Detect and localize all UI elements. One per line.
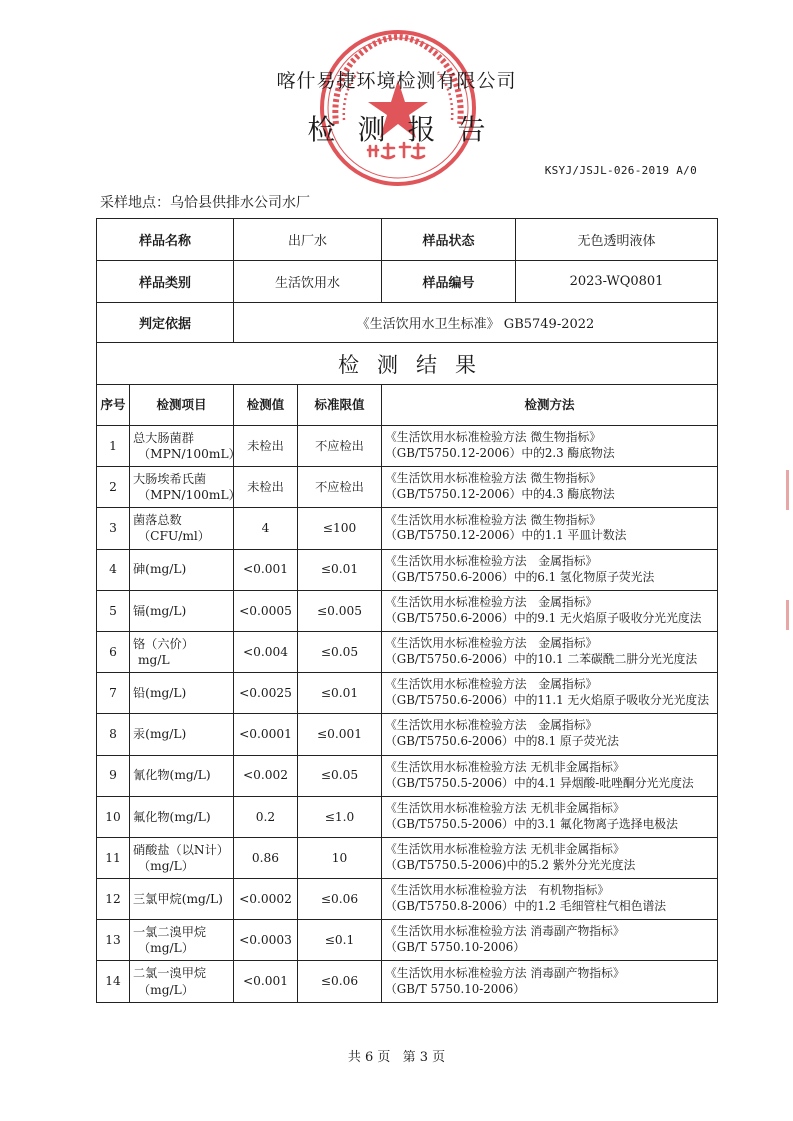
test-item-name: 硝酸盐（以N计）: [133, 842, 229, 857]
test-value: [234, 426, 298, 467]
standard-limit-text: ≤0.005: [316, 603, 363, 618]
test-value: [234, 508, 298, 549]
standard-limit-text: ≤0.01: [320, 562, 359, 577]
test-item-unit: （mg/L）: [138, 982, 194, 997]
test-item: [130, 631, 234, 672]
row-number: [97, 879, 130, 920]
row-number: [97, 467, 130, 508]
method-clause: （GB/T5750.5-2006）中的3.1 氟化物离子选择电极法: [385, 816, 678, 831]
method-standard: 《生活饮用水标准检验方法 有机物指标》: [385, 883, 610, 898]
test-value: [234, 796, 298, 837]
row-number-text: 12: [105, 891, 121, 906]
row-number-text: 8: [109, 727, 117, 742]
row-number: [97, 920, 130, 961]
standard-limit: [298, 879, 382, 920]
basis-label: 判定依据: [97, 303, 234, 343]
standard-limit: [298, 961, 382, 1002]
test-item: [130, 796, 234, 837]
test-item-name: 氰化物(mg/L): [133, 768, 211, 783]
test-value-text: <0.004: [242, 644, 289, 659]
row-number-text: 10: [105, 809, 121, 824]
test-value-text: 0.86: [251, 850, 280, 865]
test-value: [234, 590, 298, 631]
test-item: [130, 426, 241, 467]
test-item-unit: （MPN/100mL）: [138, 488, 241, 503]
test-value-text: <0.002: [242, 768, 289, 783]
table-row: [97, 673, 718, 714]
row-number: [97, 796, 130, 837]
method-standard: 《生活饮用水标准检验方法 金属指标》: [385, 594, 598, 609]
sample-type-label: 样品类别: [97, 261, 234, 303]
test-item-name: 大肠埃希氏菌: [133, 471, 207, 486]
row-number-text: 14: [105, 974, 121, 989]
method-clause: （GB/T5750.5-2006)中的5.2 紫外分光光度法: [385, 857, 636, 872]
current-page: 第 3 页: [402, 1050, 446, 1065]
standard-limit: [298, 714, 382, 755]
method-standard: 《生活饮用水标准检验方法 无机非金属指标》: [385, 759, 625, 774]
edge-mark: [786, 470, 789, 510]
standard-limit: [298, 549, 382, 590]
test-value: [234, 467, 298, 508]
test-value-text: <0.0003: [239, 933, 292, 948]
test-item-unit: mg/L: [138, 653, 170, 668]
test-value: [234, 549, 298, 590]
test-method: [382, 961, 718, 1002]
test-item-unit: （MPN/100mL）: [138, 447, 241, 462]
standard-limit-text: ≤0.05: [320, 644, 359, 659]
sampling-site-label: 采样地点：: [100, 195, 170, 211]
edge-mark: [786, 600, 789, 630]
test-item-name: 三氯甲烷(mg/L): [133, 891, 223, 906]
test-value: [234, 961, 298, 1002]
column-header-value: 检测值: [234, 385, 298, 426]
test-item: [130, 673, 234, 714]
table-row: [97, 631, 718, 672]
test-value-text: <0.001: [242, 974, 289, 989]
basis-value: 《生活饮用水卫生标准》 GB5749-2022: [234, 303, 718, 343]
test-method: [382, 467, 718, 508]
method-clause: （GB/T 5750.10-2006）: [385, 940, 526, 955]
test-item: [130, 549, 234, 590]
standard-limit: [298, 920, 382, 961]
method-standard: 《生活饮用水标准检验方法 无机非金属指标》: [385, 842, 625, 857]
page-footer: [0, 1046, 793, 1065]
table-row: [97, 837, 718, 878]
total-pages: 共 6 页: [347, 1050, 391, 1065]
row-number: [97, 426, 130, 467]
method-standard: 《生活饮用水标准检验方法 消毒副产物指标》: [385, 965, 625, 980]
sampling-site: [100, 192, 310, 212]
test-item: [130, 714, 234, 755]
method-clause: （GB/T5750.12-2006）中的2.3 酶底物法: [385, 446, 615, 461]
column-header-method: 检测方法: [382, 385, 718, 426]
test-item: [130, 590, 234, 631]
method-clause: （GB/T5750.6-2006）中的6.1 氢化物原子荧光法: [385, 569, 655, 584]
standard-limit-text: ≤0.05: [320, 768, 359, 783]
test-item-name: 镉(mg/L): [133, 603, 187, 618]
table-row: [97, 879, 718, 920]
test-value-text: <0.0001: [239, 727, 292, 742]
standard-limit-text: ≤100: [322, 521, 357, 536]
test-method: [382, 673, 718, 714]
standard-limit: [298, 837, 382, 878]
row-number: [97, 755, 130, 796]
method-clause: （GB/T5750.6-2006）中的8.1 原子荧光法: [385, 734, 619, 749]
table-row: [97, 590, 718, 631]
sample-name-value: 出厂水: [234, 219, 382, 261]
test-item: [130, 920, 234, 961]
row-number-text: 11: [105, 850, 121, 865]
document-number: KSYJ/JSJL-026-2019 A/0: [544, 164, 697, 177]
test-item-unit: （mg/L）: [138, 858, 194, 873]
test-item-unit: （mg/L）: [138, 941, 194, 956]
row-number: [97, 549, 130, 590]
table-row: [97, 796, 718, 837]
row-number: [97, 673, 130, 714]
standard-limit: [298, 631, 382, 672]
method-standard: 《生活饮用水标准检验方法 金属指标》: [385, 718, 598, 733]
row-number: [97, 508, 130, 549]
sample-type-value: 生活饮用水: [234, 261, 382, 303]
standard-limit-text: ≤1.0: [324, 809, 355, 824]
table-row: [97, 961, 718, 1002]
sample-name-label: 样品名称: [97, 219, 234, 261]
test-value-text: <0.001: [242, 562, 289, 577]
test-item-name: 总大肠菌群: [133, 430, 194, 445]
test-item-unit: （CFU/ml）: [138, 529, 210, 544]
row-number-text: 3: [109, 521, 117, 536]
row-number-text: 7: [109, 685, 117, 700]
column-header-item: 检测项目: [130, 385, 234, 426]
row-number-text: 6: [109, 644, 117, 659]
method-clause: （GB/T5750.12-2006）中的4.3 酶底物法: [385, 487, 615, 502]
standard-limit: [298, 467, 382, 508]
sample-number-label: 样品编号: [382, 261, 516, 303]
method-standard: 《生活饮用水标准检验方法 微生物指标》: [385, 471, 602, 486]
test-method: [382, 508, 718, 549]
table-row: [97, 549, 718, 590]
method-clause: （GB/T5750.12-2006）中的1.1 平皿计数法: [385, 528, 627, 543]
table-row: [97, 508, 718, 549]
method-clause: （GB/T5750.5-2006）中的4.1 异烟酸-吡唑酮分光光度法: [385, 775, 694, 790]
table-row: [97, 714, 718, 755]
results-table: [96, 384, 718, 1003]
standard-limit-text: ≤0.1: [324, 933, 355, 948]
standard-limit: [298, 426, 382, 467]
test-value-text: <0.0002: [239, 891, 292, 906]
test-value: [234, 714, 298, 755]
method-clause: （GB/T5750.6-2006）中的9.1 无火焰原子吸收分光光度法: [385, 610, 702, 625]
row-number: [97, 961, 130, 1002]
method-standard: 《生活饮用水标准检验方法 无机非金属指标》: [385, 800, 625, 815]
standard-limit: [298, 508, 382, 549]
test-value: [234, 879, 298, 920]
row-number-text: 4: [109, 562, 117, 577]
test-method: [382, 879, 718, 920]
test-method: [382, 837, 718, 878]
sample-info-table: [96, 218, 718, 385]
standard-limit-text: 不应检出: [315, 438, 364, 453]
table-row: [97, 755, 718, 796]
sampling-site-value: 乌恰县供排水公司水厂: [170, 195, 310, 211]
standard-limit: [298, 673, 382, 714]
method-standard: 《生活饮用水标准检验方法 微生物指标》: [385, 512, 602, 527]
test-item-name: 菌落总数: [133, 513, 182, 527]
sample-number-value: 2023-WQ0801: [516, 261, 718, 303]
test-item-name: 二氯一溴甲烷: [133, 966, 207, 981]
row-number: [97, 714, 130, 755]
test-item-name: 一氯二溴甲烷: [133, 924, 207, 939]
column-header-no: 序号: [97, 385, 130, 426]
test-method: [382, 920, 718, 961]
test-value: [234, 920, 298, 961]
test-item: [130, 467, 241, 508]
test-item: [130, 961, 234, 1002]
test-method: [382, 755, 718, 796]
test-item-name: 汞(mg/L): [133, 727, 187, 742]
standard-limit-text: ≤0.01: [320, 685, 359, 700]
standard-limit-text: ≤0.06: [320, 974, 359, 989]
row-number-text: 1: [109, 438, 117, 453]
row-number: [97, 590, 130, 631]
standard-limit: [298, 755, 382, 796]
test-item-name: 砷(mg/L): [133, 562, 187, 577]
table-row: [97, 426, 718, 467]
row-number: [97, 837, 130, 878]
results-title: 检测结果: [97, 343, 718, 385]
method-clause: （GB/T5750.6-2006）中的10.1 二苯碳酰二肼分光光度法: [385, 652, 698, 667]
test-item: [130, 755, 234, 796]
test-value: [234, 837, 298, 878]
column-header-limit: 标准限值: [298, 385, 382, 426]
test-value-text: 0.2: [255, 809, 276, 824]
row-number: [97, 631, 130, 672]
test-method: [382, 796, 718, 837]
test-method: [382, 426, 718, 467]
row-number-text: 2: [109, 480, 117, 495]
table-row: [97, 467, 718, 508]
row-number-text: 13: [105, 933, 121, 948]
method-standard: 《生活饮用水标准检验方法 微生物指标》: [385, 430, 602, 445]
test-value-text: 未检出: [247, 438, 284, 453]
sample-state-value: 无色透明液体: [516, 219, 718, 261]
report-title: 检测报告: [307, 113, 508, 146]
test-item-name: 铬（六价）: [133, 636, 194, 651]
test-value: [234, 755, 298, 796]
standard-limit-text: 10: [331, 850, 348, 865]
test-item: [130, 508, 234, 549]
standard-limit-text: ≤0.06: [320, 891, 359, 906]
test-method: [382, 714, 718, 755]
test-value: [234, 631, 298, 672]
test-item: [130, 879, 234, 920]
standard-limit: [298, 590, 382, 631]
row-number-text: 5: [109, 603, 117, 618]
test-method: [382, 590, 718, 631]
sample-state-label: 样品状态: [382, 219, 516, 261]
method-clause: （GB/T 5750.10-2006）: [385, 981, 526, 996]
method-standard: 《生活饮用水标准检验方法 金属指标》: [385, 677, 598, 692]
method-standard: 《生活饮用水标准检验方法 消毒副产物指标》: [385, 924, 625, 939]
test-method: [382, 631, 718, 672]
method-standard: 《生活饮用水标准检验方法 金属指标》: [385, 636, 598, 651]
company-name: 喀什易捷环境检测有限公司: [276, 70, 517, 92]
row-number-text: 9: [109, 768, 117, 783]
method-standard: 《生活饮用水标准检验方法 金属指标》: [385, 553, 598, 568]
test-item-name: 氟化物(mg/L): [133, 809, 211, 824]
test-value: [234, 673, 298, 714]
method-clause: （GB/T5750.6-2006）中的11.1 无火焰原子吸收分光光度法: [385, 693, 709, 708]
standard-limit-text: 不应检出: [315, 480, 364, 495]
test-value-text: 4: [261, 521, 270, 536]
test-method: [382, 549, 718, 590]
test-value-text: <0.0005: [239, 603, 292, 618]
test-item-name: 铅(mg/L): [133, 685, 187, 700]
test-value-text: 未检出: [247, 480, 284, 495]
method-clause: （GB/T5750.8-2006）中的1.2 毛细管柱气相色谱法: [385, 899, 667, 914]
table-row: [97, 920, 718, 961]
test-item: [130, 837, 234, 878]
test-value-text: <0.0025: [239, 685, 292, 700]
standard-limit-text: ≤0.001: [316, 727, 363, 742]
standard-limit: [298, 796, 382, 837]
